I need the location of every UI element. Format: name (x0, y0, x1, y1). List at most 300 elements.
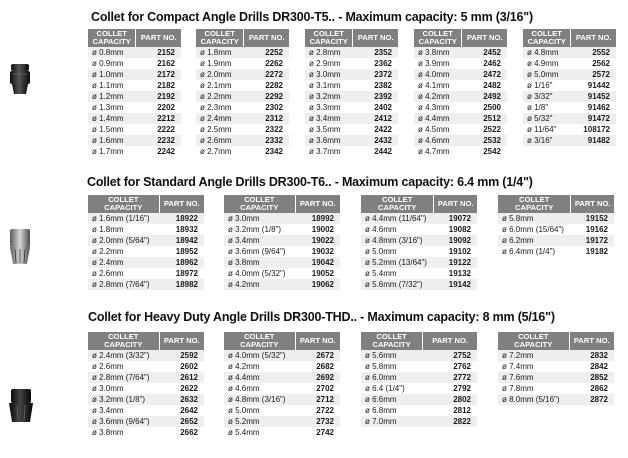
part-number-cell: 2162 (136, 58, 181, 69)
part-number-cell: 2872 (569, 394, 614, 405)
part-number-cell: 18922 (159, 213, 204, 224)
part-number-cell: 2742 (295, 427, 340, 438)
collet-capacity-cell: ø 1.9mm (196, 58, 244, 69)
collet-capacity-cell: ø 2.6mm (196, 135, 244, 146)
table-row (88, 235, 204, 246)
collet-capacity-cell: ø 3.2mm (1/8") (224, 224, 295, 235)
table-row (523, 102, 616, 113)
collet-capacity-cell: ø 4.3mm (414, 102, 462, 113)
collet-capacity-cell: ø 4.1mm (414, 80, 462, 91)
collet-capacity-cell: ø 4.4mm (414, 113, 462, 124)
collet-capacity-cell: ø 4.8mm (3/16") (361, 235, 434, 246)
part-number-cell: 2222 (136, 124, 181, 135)
part-number-cell: 91482 (571, 135, 616, 146)
part-number-cell: 2332 (244, 135, 289, 146)
collet-capacity-cell: ø 5.2mm (224, 416, 295, 427)
collet-capacity-cell: ø 1.6mm (1/16") (88, 213, 159, 224)
part-number-cell: 2662 (159, 427, 204, 438)
table-row (414, 91, 507, 102)
table-row (498, 350, 614, 361)
collet-capacity-header: COLLET CAPACITY (361, 195, 434, 213)
collet-capacity-cell: ø 5.4mm (361, 268, 434, 279)
collet-capacity-cell: ø 3/32" (523, 91, 571, 102)
collet-capacity-cell: ø 3.0mm (88, 383, 159, 394)
part-number-header: PART NO. (569, 332, 614, 350)
part-number-cell: 91452 (571, 91, 616, 102)
part-number-cell: 2352 (353, 47, 398, 58)
collet-capacity-cell: ø 3.6mm (9/64") (88, 416, 159, 427)
collet-capacity-cell: ø 0.9mm (88, 58, 136, 69)
collet-capacity-cell: ø 4.2mm (224, 361, 295, 372)
collet-capacity-cell: ø 3/16" (523, 135, 571, 146)
part-number-cell: 2522 (462, 124, 507, 135)
collet-capacity-cell: ø 3.0mm (305, 69, 353, 80)
part-number-cell: 2262 (244, 58, 289, 69)
collet-capacity-cell: ø 5.2mm (13/64") (361, 257, 434, 268)
heavy-duty-collet-image (6, 386, 36, 426)
part-number-header: PART NO. (434, 195, 477, 213)
collet-capacity-cell: ø 5.6mm (361, 350, 423, 361)
collet-capacity-cell: ø 4.0mm (414, 69, 462, 80)
collet-capacity-cell: ø 2.8mm (7/64") (88, 372, 159, 383)
part-number-cell: 91462 (571, 102, 616, 113)
table-row (305, 135, 398, 146)
table-row (523, 113, 616, 124)
table-row (88, 58, 181, 69)
part-number-cell: 2682 (295, 361, 340, 372)
part-number-cell: 2692 (295, 372, 340, 383)
collet-capacity-cell: ø 6.0mm (15/64") (498, 224, 571, 235)
table-row (196, 113, 289, 124)
part-number-cell: 2182 (136, 80, 181, 91)
part-number-cell: 19182 (571, 246, 614, 257)
collet-capacity-cell: ø 4.6mm (224, 383, 295, 394)
part-number-cell: 19172 (571, 235, 614, 246)
part-number-cell: 19072 (434, 213, 477, 224)
part-number-cell: 2612 (159, 372, 204, 383)
part-number-header: PART NO. (462, 29, 507, 47)
collet-capacity-header: COLLET CAPACITY (498, 332, 569, 350)
part-number-cell: 2672 (295, 350, 340, 361)
collet-capacity-cell: ø 2.2mm (88, 246, 159, 257)
table-row (498, 213, 614, 224)
part-number-cell: 2592 (159, 350, 204, 361)
part-number-cell: 19142 (434, 279, 477, 290)
collet-capacity-cell: ø 4.2mm (414, 91, 462, 102)
table-row (361, 350, 477, 361)
collet-capacity-cell: ø 5.8mm (498, 213, 571, 224)
compact-table-5 (523, 29, 616, 146)
collet-capacity-cell: ø 1.2mm (88, 91, 136, 102)
collet-capacity-cell: ø 1/8" (523, 102, 571, 113)
collet-capacity-cell: ø 1.3mm (88, 102, 136, 113)
collet-capacity-cell: ø 7.4mm (498, 361, 569, 372)
collet-capacity-cell: ø 4.7mm (414, 146, 462, 157)
part-number-cell: 19042 (295, 257, 340, 268)
part-number-cell: 2622 (159, 383, 204, 394)
collet-capacity-cell: ø 4.8mm (523, 47, 571, 58)
part-number-cell: 18932 (159, 224, 204, 235)
part-number-cell: 2482 (462, 80, 507, 91)
part-number-cell: 108172 (571, 124, 616, 135)
collet-capacity-header: COLLET CAPACITY (196, 29, 244, 47)
part-number-cell: 2642 (159, 405, 204, 416)
table-row (414, 47, 507, 58)
table-row (498, 361, 614, 372)
collet-capacity-cell: ø 0.8mm (88, 47, 136, 58)
collet-capacity-cell: ø 4.9mm (523, 58, 571, 69)
collet-capacity-cell: ø 5.6mm (7/32") (361, 279, 434, 290)
part-number-cell: 2652 (159, 416, 204, 427)
compact-collet-image (6, 62, 34, 96)
table-row (498, 383, 614, 394)
table-row (361, 405, 477, 416)
heavy-duty-table-2 (224, 332, 340, 438)
collet-capacity-cell: ø 5.8mm (361, 361, 423, 372)
part-number-cell: 2322 (244, 124, 289, 135)
part-number-cell: 2292 (244, 91, 289, 102)
part-number-cell: 2512 (462, 113, 507, 124)
part-number-header: PART NO. (159, 195, 204, 213)
table-row (88, 405, 204, 416)
part-number-cell: 2462 (462, 58, 507, 69)
collet-capacity-cell: ø 3.8mm (224, 257, 295, 268)
collet-capacity-cell: ø 4.4mm (224, 372, 295, 383)
part-number-header: PART NO. (295, 332, 340, 350)
part-number-cell: 19002 (295, 224, 340, 235)
collet-capacity-header: COLLET CAPACITY (414, 29, 462, 47)
part-number-cell: 19132 (434, 268, 477, 279)
table-row (88, 268, 204, 279)
compact-table-2 (196, 29, 289, 157)
part-number-cell: 2302 (244, 102, 289, 113)
part-number-cell: 2282 (244, 80, 289, 91)
table-row (224, 213, 340, 224)
table-row (224, 268, 340, 279)
part-number-cell: 2432 (353, 135, 398, 146)
table-row (361, 268, 477, 279)
collet-capacity-cell: ø 7.8mm (498, 383, 569, 394)
part-number-cell: 2732 (295, 416, 340, 427)
collet-capacity-cell: ø 4.4mm (11/64") (361, 213, 434, 224)
table-row (88, 113, 181, 124)
part-number-cell: 2472 (462, 69, 507, 80)
collet-capacity-header: COLLET CAPACITY (88, 332, 159, 350)
collet-capacity-cell: ø 5.0mm (523, 69, 571, 80)
collet-capacity-cell: ø 2.1mm (196, 80, 244, 91)
table-row (305, 58, 398, 69)
table-row (88, 47, 181, 58)
part-number-cell: 19022 (295, 235, 340, 246)
collet-capacity-cell: ø 3.2mm (305, 91, 353, 102)
table-row (224, 372, 340, 383)
table-row (498, 235, 614, 246)
table-row (88, 350, 204, 361)
collet-capacity-cell: ø 2.6mm (88, 361, 159, 372)
collet-capacity-cell: ø 3.8mm (414, 47, 462, 58)
heavy-duty-table-4 (498, 332, 614, 405)
part-number-cell: 91442 (571, 80, 616, 91)
part-number-cell: 2372 (353, 69, 398, 80)
collet-capacity-cell: ø 6.6mm (361, 394, 423, 405)
collet-capacity-cell: ø 1.7mm (88, 146, 136, 157)
collet-capacity-header: COLLET CAPACITY (361, 332, 423, 350)
section-title-heavy-duty: Collet for Heavy Duty Angle Drills DR300-THD.. - Maximum capacity: 8 mm (5/16") (88, 310, 555, 324)
table-row (224, 350, 340, 361)
collet-capacity-cell: ø 4.0mm (5/32") (224, 268, 295, 279)
table-row (88, 257, 204, 268)
part-number-header: PART NO. (571, 195, 614, 213)
compact-table-3 (305, 29, 398, 157)
table-row (523, 58, 616, 69)
part-number-cell: 2442 (353, 146, 398, 157)
table-row (361, 416, 477, 427)
table-row (305, 69, 398, 80)
collet-capacity-cell: ø 3.4mm (224, 235, 295, 246)
collet-capacity-cell: ø 5.4mm (224, 427, 295, 438)
part-number-cell: 2752 (423, 350, 477, 361)
table-row (88, 416, 204, 427)
part-number-cell: 2252 (244, 47, 289, 58)
table-row (88, 91, 181, 102)
part-number-cell: 2842 (569, 361, 614, 372)
collet-capacity-cell: ø 2.0mm (5/64") (88, 235, 159, 246)
part-number-cell: 2362 (353, 58, 398, 69)
collet-capacity-cell: ø 2.4mm (88, 257, 159, 268)
table-row (196, 146, 289, 157)
table-row (224, 235, 340, 246)
collet-capacity-cell: ø 3.2mm (1/8") (88, 394, 159, 405)
table-row (88, 146, 181, 157)
table-row (224, 361, 340, 372)
table-row (414, 102, 507, 113)
table-row (88, 224, 204, 235)
part-number-cell: 19152 (571, 213, 614, 224)
part-number-cell: 2412 (353, 113, 398, 124)
collet-capacity-cell: ø 1.6mm (88, 135, 136, 146)
collet-capacity-cell: ø 3.8mm (88, 427, 159, 438)
collet-capacity-cell: ø 1.0mm (88, 69, 136, 80)
part-number-header: PART NO. (423, 332, 477, 350)
collet-capacity-cell: ø 8.0mm (5/16") (498, 394, 569, 405)
part-number-cell: 2572 (571, 69, 616, 80)
part-number-cell: 2702 (295, 383, 340, 394)
table-row (414, 135, 507, 146)
collet-capacity-cell: ø 2.2mm (196, 91, 244, 102)
part-number-header: PART NO. (136, 29, 181, 47)
collet-capacity-cell: ø 5.0mm (224, 405, 295, 416)
part-number-cell: 2562 (571, 58, 616, 69)
table-row (523, 124, 616, 135)
table-row (361, 372, 477, 383)
part-number-cell: 19052 (295, 268, 340, 279)
collet-capacity-cell: ø 2.5mm (196, 124, 244, 135)
table-row (305, 47, 398, 58)
part-number-cell: 2242 (136, 146, 181, 157)
collet-capacity-cell: ø 2.6mm (88, 268, 159, 279)
collet-capacity-cell: ø 4.0mm (5/32") (224, 350, 295, 361)
part-number-cell: 2832 (569, 350, 614, 361)
part-number-cell: 2852 (569, 372, 614, 383)
part-number-cell: 2802 (423, 394, 477, 405)
collet-capacity-cell: ø 1.8mm (88, 224, 159, 235)
table-row (224, 427, 340, 438)
table-row (224, 394, 340, 405)
collet-capacity-cell: ø 2.8mm (7/64") (88, 279, 159, 290)
collet-capacity-cell: ø 3.6mm (9/64") (224, 246, 295, 257)
part-number-cell: 2722 (295, 405, 340, 416)
collet-capacity-cell: ø 2.4mm (196, 113, 244, 124)
table-row (305, 146, 398, 157)
part-number-cell: 2152 (136, 47, 181, 58)
collet-capacity-cell: ø 1.5mm (88, 124, 136, 135)
collet-capacity-cell: ø 1.8mm (196, 47, 244, 58)
collet-capacity-header: COLLET CAPACITY (305, 29, 353, 47)
table-row (88, 383, 204, 394)
collet-capacity-cell: ø 2.8mm (305, 47, 353, 58)
collet-capacity-cell: ø 1.1mm (88, 80, 136, 91)
table-row (414, 124, 507, 135)
collet-capacity-cell: ø 6.8mm (361, 405, 423, 416)
table-row (498, 372, 614, 383)
table-row (361, 361, 477, 372)
collet-capacity-header: COLLET CAPACITY (498, 195, 571, 213)
part-number-cell: 19122 (434, 257, 477, 268)
collet-capacity-cell: ø 2.9mm (305, 58, 353, 69)
table-row (224, 279, 340, 290)
collet-capacity-cell: ø 2.3mm (196, 102, 244, 113)
collet-capacity-cell: ø 4.8mm (3/16") (224, 394, 295, 405)
table-row (361, 394, 477, 405)
collet-capacity-cell: ø 3.1mm (305, 80, 353, 91)
collet-capacity-cell: ø 1.4mm (88, 113, 136, 124)
table-row (523, 91, 616, 102)
collet-capacity-header: COLLET CAPACITY (523, 29, 571, 47)
part-number-cell: 2602 (159, 361, 204, 372)
part-number-cell: 2192 (136, 91, 181, 102)
table-row (88, 372, 204, 383)
table-row (361, 213, 477, 224)
table-row (196, 102, 289, 113)
part-number-cell: 19062 (295, 279, 340, 290)
part-number-cell: 2812 (423, 405, 477, 416)
part-number-cell: 19032 (295, 246, 340, 257)
standard-table-4 (498, 195, 614, 257)
part-number-cell: 2202 (136, 102, 181, 113)
table-row (88, 394, 204, 405)
collet-capacity-cell: ø 6.0mm (361, 372, 423, 383)
table-row (196, 58, 289, 69)
collet-capacity-cell: ø 3.3mm (305, 102, 353, 113)
table-row (361, 235, 477, 246)
table-row (305, 80, 398, 91)
part-number-cell: 2382 (353, 80, 398, 91)
part-number-cell: 18942 (159, 235, 204, 246)
table-row (224, 383, 340, 394)
standard-table-1 (88, 195, 204, 290)
collet-capacity-header: COLLET CAPACITY (88, 195, 159, 213)
collet-capacity-cell: ø 3.4mm (305, 113, 353, 124)
part-number-cell: 2232 (136, 135, 181, 146)
table-row (414, 113, 507, 124)
table-row (305, 113, 398, 124)
table-row (414, 69, 507, 80)
table-row (523, 80, 616, 91)
table-row (414, 146, 507, 157)
part-number-cell: 19102 (434, 246, 477, 257)
heavy-duty-table-3 (361, 332, 477, 427)
collet-capacity-cell: ø 3.0mm (224, 213, 295, 224)
table-row (88, 80, 181, 91)
table-row (88, 246, 204, 257)
part-number-cell: 2542 (462, 146, 507, 157)
part-number-cell: 18982 (159, 279, 204, 290)
part-number-cell: 2342 (244, 146, 289, 157)
table-row (224, 416, 340, 427)
collet-capacity-cell: ø 7.6mm (498, 372, 569, 383)
part-number-cell: 2500 (462, 102, 507, 113)
part-number-cell: 2392 (353, 91, 398, 102)
part-number-cell: 2312 (244, 113, 289, 124)
table-row (196, 69, 289, 80)
table-row (305, 91, 398, 102)
part-number-cell: 19162 (571, 224, 614, 235)
part-number-cell: 18952 (159, 246, 204, 257)
part-number-cell: 19082 (434, 224, 477, 235)
part-number-cell: 19092 (434, 235, 477, 246)
table-row (196, 91, 289, 102)
collet-capacity-header: COLLET CAPACITY (224, 332, 295, 350)
section-title-compact: Collet for Compact Angle Drills DR300-T5.. - Maximum capacity: 5 mm (3/16") (91, 10, 533, 24)
part-number-cell: 2172 (136, 69, 181, 80)
part-number-header: PART NO. (571, 29, 616, 47)
table-row (361, 279, 477, 290)
table-row (224, 405, 340, 416)
table-row (88, 124, 181, 135)
table-row (305, 124, 398, 135)
collet-capacity-cell: ø 5/32" (523, 113, 571, 124)
table-row (414, 80, 507, 91)
table-row (196, 124, 289, 135)
table-row (88, 213, 204, 224)
part-number-header: PART NO. (295, 195, 340, 213)
part-number-cell: 2792 (423, 383, 477, 394)
part-number-cell: 2862 (569, 383, 614, 394)
table-row (305, 102, 398, 113)
collet-capacity-cell: ø 4.6mm (361, 224, 434, 235)
collet-capacity-cell: ø 3.9mm (414, 58, 462, 69)
compact-table-4 (414, 29, 507, 157)
collet-capacity-cell: ø 1/16" (523, 80, 571, 91)
collet-capacity-cell: ø 2.7mm (196, 146, 244, 157)
collet-capacity-cell: ø 2.0mm (196, 69, 244, 80)
collet-capacity-cell: ø 3.6mm (305, 135, 353, 146)
heavy-duty-table-1 (88, 332, 204, 438)
part-number-cell: 2492 (462, 91, 507, 102)
part-number-cell: 2452 (462, 47, 507, 58)
collet-capacity-header: COLLET CAPACITY (88, 29, 136, 47)
table-row (523, 47, 616, 58)
table-row (88, 361, 204, 372)
part-number-cell: 18962 (159, 257, 204, 268)
collet-capacity-header: COLLET CAPACITY (224, 195, 295, 213)
table-row (196, 135, 289, 146)
collet-capacity-cell: ø 7.0mm (361, 416, 423, 427)
table-row (361, 246, 477, 257)
collet-capacity-cell: ø 7.2mm (498, 350, 569, 361)
table-row (224, 246, 340, 257)
part-number-cell: 18972 (159, 268, 204, 279)
